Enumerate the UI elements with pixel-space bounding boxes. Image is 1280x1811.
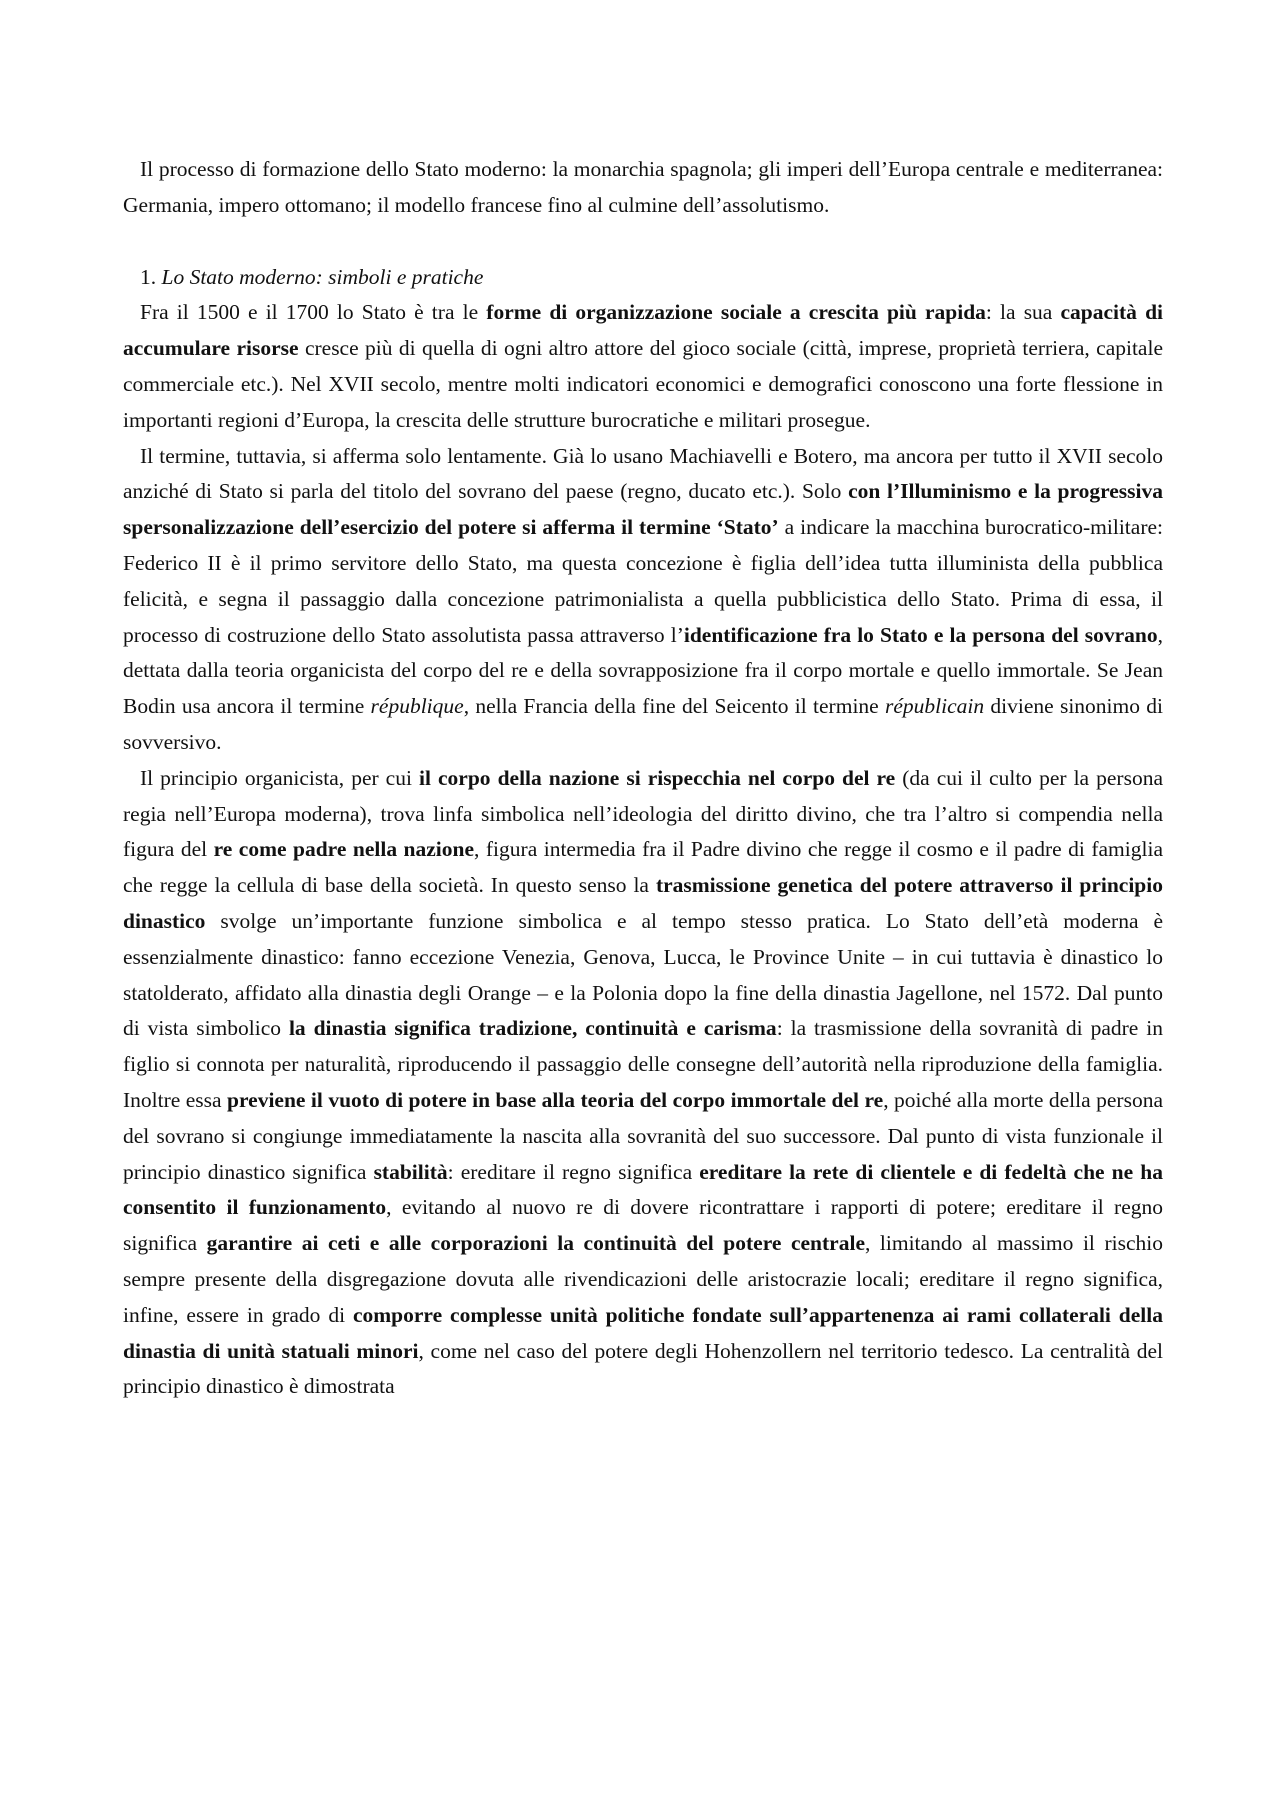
body-paragraphs [123,295,1163,1405]
bold-text: la dinastia significa tradizione, continuità e carisma [288,1016,777,1041]
paragraph-text: : la sua [985,300,1061,325]
paragraph-text: Il termine, tuttavia, si afferma solo lentamente. Già lo usano Machiavelli e Botero, ma ancora per tutto il XVII secolo anziché di Stato si parla del titolo del sovrano del paese (regno, ducato etc.). Solo [123,443,1163,504]
bold-text: capacità di accumulare risorse [123,300,1163,361]
paragraph-text: , dettata dalla teoria organicista del corpo del re e della sovrapposizione fra il corpo mortale e quello immortale. Se Jean Bodin usa ancora il termine [123,622,1163,719]
bold-text: comporre complesse unità politiche fondate sull’appartenenza ai rami collaterali della dinastia di unità statuali minori [123,1302,1164,1363]
bold-text: con l’Illuminismo e la progressiva spersonalizzazione dell’esercizio del potere si afferma il termine ‘Stato’ [123,479,1164,540]
paragraph-text: diviene sinonimo di sovversivo. [123,694,1164,754]
paragraph-text: Il principio organicista, per cui [140,765,419,790]
bold-text: trasmissione genetica del potere attraverso il principio dinastico [123,873,1163,933]
bold-text: garantire ai ceti e alle corporazioni la continuità del potere centrale [206,1231,865,1256]
document-intro: Il processo di formazione dello Stato moderno: la monarchia spagnola; gli imperi dell’Europa centrale e mediterranea: Germania, impero ottomano; il modello francese fino al culmine dell’assolutismo. [123,157,1163,217]
paragraph-text: (da cui il culto per la persona regia nell’Europa moderna), trova linfa simbolica nell’ideologia del diritto divino, che tra l’altro si compendia nella figura del [123,765,1163,862]
paragraph-text: cresce più di quella di ogni altro attore del gioco sociale (città, imprese, proprietà terriera, capitale commerciale etc.). Nel XVII secolo, mentre molti indicatori economici e demografici conoscono una forte flessione in importanti regioni d’Europa, la crescita delle strutture burocratiche e militari prosegue. [123,336,1163,432]
paragraph-text: , limitando al massimo il rischio sempre presente della disgregazione dovuta alle rivendicazioni delle aristocrazie locali; ereditare il regno significa, infine, essere in grado di [123,1231,1163,1327]
bold-text: re come padre nella nazione [213,837,475,862]
paragraph-text: a indicare la macchina burocratico-militare: Federico II è il primo servitore dello Stato, ma questa concezione è figlia dell’idea tutta illuminista della pubblica felicità, e segna il passaggio dalla concezione patrimonialista a quella pubblicistica dello Stato. Prima di essa, il processo di costruzione dello Stato assolutista passa attraverso l’ [123,515,1163,647]
paragraph-text: svolge un’importante funzione simbolica e al tempo stesso pratica. Lo Stato dell’età moderna è essenzialmente dinastico: fanno eccezione Venezia, Genova, Lucca, le Province Unite – in cui tuttavia è dinastico lo statolderato, affidato alla dinastia degli Orange – e la Polonia dopo la fine della dinastia Jagellone, nel 1572. Dal punto di vista simbolico [123,908,1163,1041]
bold-text: identificazione fra lo Stato e la persona del sovrano [683,622,1158,647]
paragraph-text: , figura intermedia fra il Padre divino che regge il cosmo e il padre di famiglia che regge la cellula di base della società. In questo senso la [123,837,1163,898]
section-heading [123,260,1163,296]
bold-text: stabilità [373,1159,448,1184]
paragraph-text: , evitando al nuovo re di dovere ricontrattare i rapporti di potere; ereditare il regno significa [123,1195,1164,1256]
bold-text: previene il vuoto di potere in base alla teoria del corpo immortale del re [227,1087,884,1112]
body-paragraph [123,439,1163,761]
paragraph-text: Fra il 1500 e il 1700 lo Stato è tra le [140,300,487,325]
section-number: 1. [140,264,157,289]
body-paragraph [123,295,1163,438]
section-title: Lo Stato moderno: simboli e pratiche [161,264,484,289]
bold-text: forme di organizzazione sociale a crescita più rapida [486,300,986,325]
paragraph-text: : la trasmissione della sovranità di padre in figlio si connota per naturalità, riproducendo il passaggio delle consegne dell’autorità nella riproduzione della famiglia. Inoltre essa [123,1016,1163,1112]
bold-text: il corpo della nazione si rispecchia nel corpo del re [419,765,896,790]
paragraph-text: , nella Francia della fine del Seicento il termine [463,694,885,719]
italic-text: républicain [885,694,985,719]
italic-text: république [370,694,464,719]
paragraph-text: , poiché alla morte della persona del sovrano si congiunge immediatamente la nascita alla sovranità del suo successore. Dal punto di vista funzionale il principio dinastico significa [123,1087,1163,1184]
document-page [123,152,1163,1405]
body-paragraph [123,761,1163,1405]
paragraph-text: : ereditare il regno significa [447,1159,700,1184]
bold-text: ereditare la rete di clientele e di fedeltà che ne ha consentito il funzionamento [123,1159,1163,1220]
paragraph-text: , come nel caso del potere degli Hohenzollern nel territorio tedesco. La centralità del principio dinastico è dimostrata [123,1338,1163,1399]
